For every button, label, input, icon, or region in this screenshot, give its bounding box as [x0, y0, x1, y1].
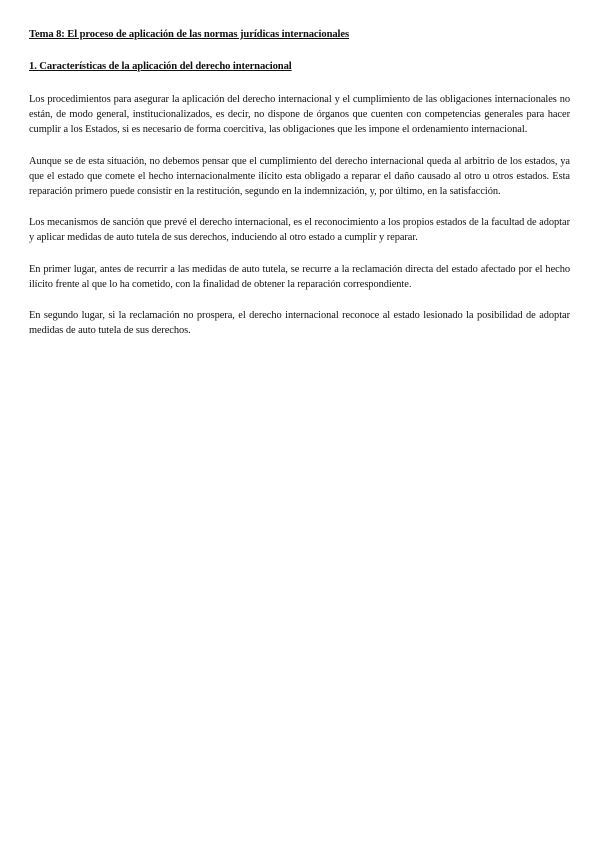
document-title: Tema 8: El proceso de aplicación de las normas jurídicas internacionales [29, 29, 350, 40]
paragraph: Aunque se de esta situación, no debemos pensar que el cumplimiento del derecho internacional queda al arbitrio de los estados, ya que el estado que comete el hecho internacionalmente ilícito esta obligado a reparar el daño causado al otro u otros estados. Esta reparación primero puede consistir en la restitución, segundo en la indemnización, y, por último, en la satisfacción. [29, 155, 570, 198]
section-heading: 1. Características de la aplicación del derecho internacional [29, 61, 292, 72]
paragraph: En segundo lugar, si la reclamación no prospera, el derecho internacional reconoce al estado lesionado la posibilidad de adoptar medidas de auto tutela de sus derechos. [29, 310, 570, 337]
paragraph: Los mecanismos de sanción que prevé el derecho internacional, es el reconocimiento a los propios estados de la facultad de adoptar y aplicar medidas de auto tutela de sus derechos, induciendo al otro estado a cumplir y reparar. [29, 217, 570, 244]
document-body [29, 28, 570, 338]
paragraph: Los procedimientos para asegurar la aplicación del derecho internacional y el cumplimiento de las obligaciones internacionales no están, de modo general, institucionalizados, es decir, no dispone de órganos que cuenten con competencias generales para hacer cumplir a los Estados, si es necesario de forma coercitiva, las obligaciones que les impone el ordenamiento internacional. [29, 94, 570, 136]
paragraph: En primer lugar, antes de recurrir a las medidas de auto tutela, se recurre a la reclamación directa del estado afectado por el hecho ilícito frente al que lo ha cometido, con la finalidad de obtener la reparación correspondiente. [29, 263, 570, 290]
